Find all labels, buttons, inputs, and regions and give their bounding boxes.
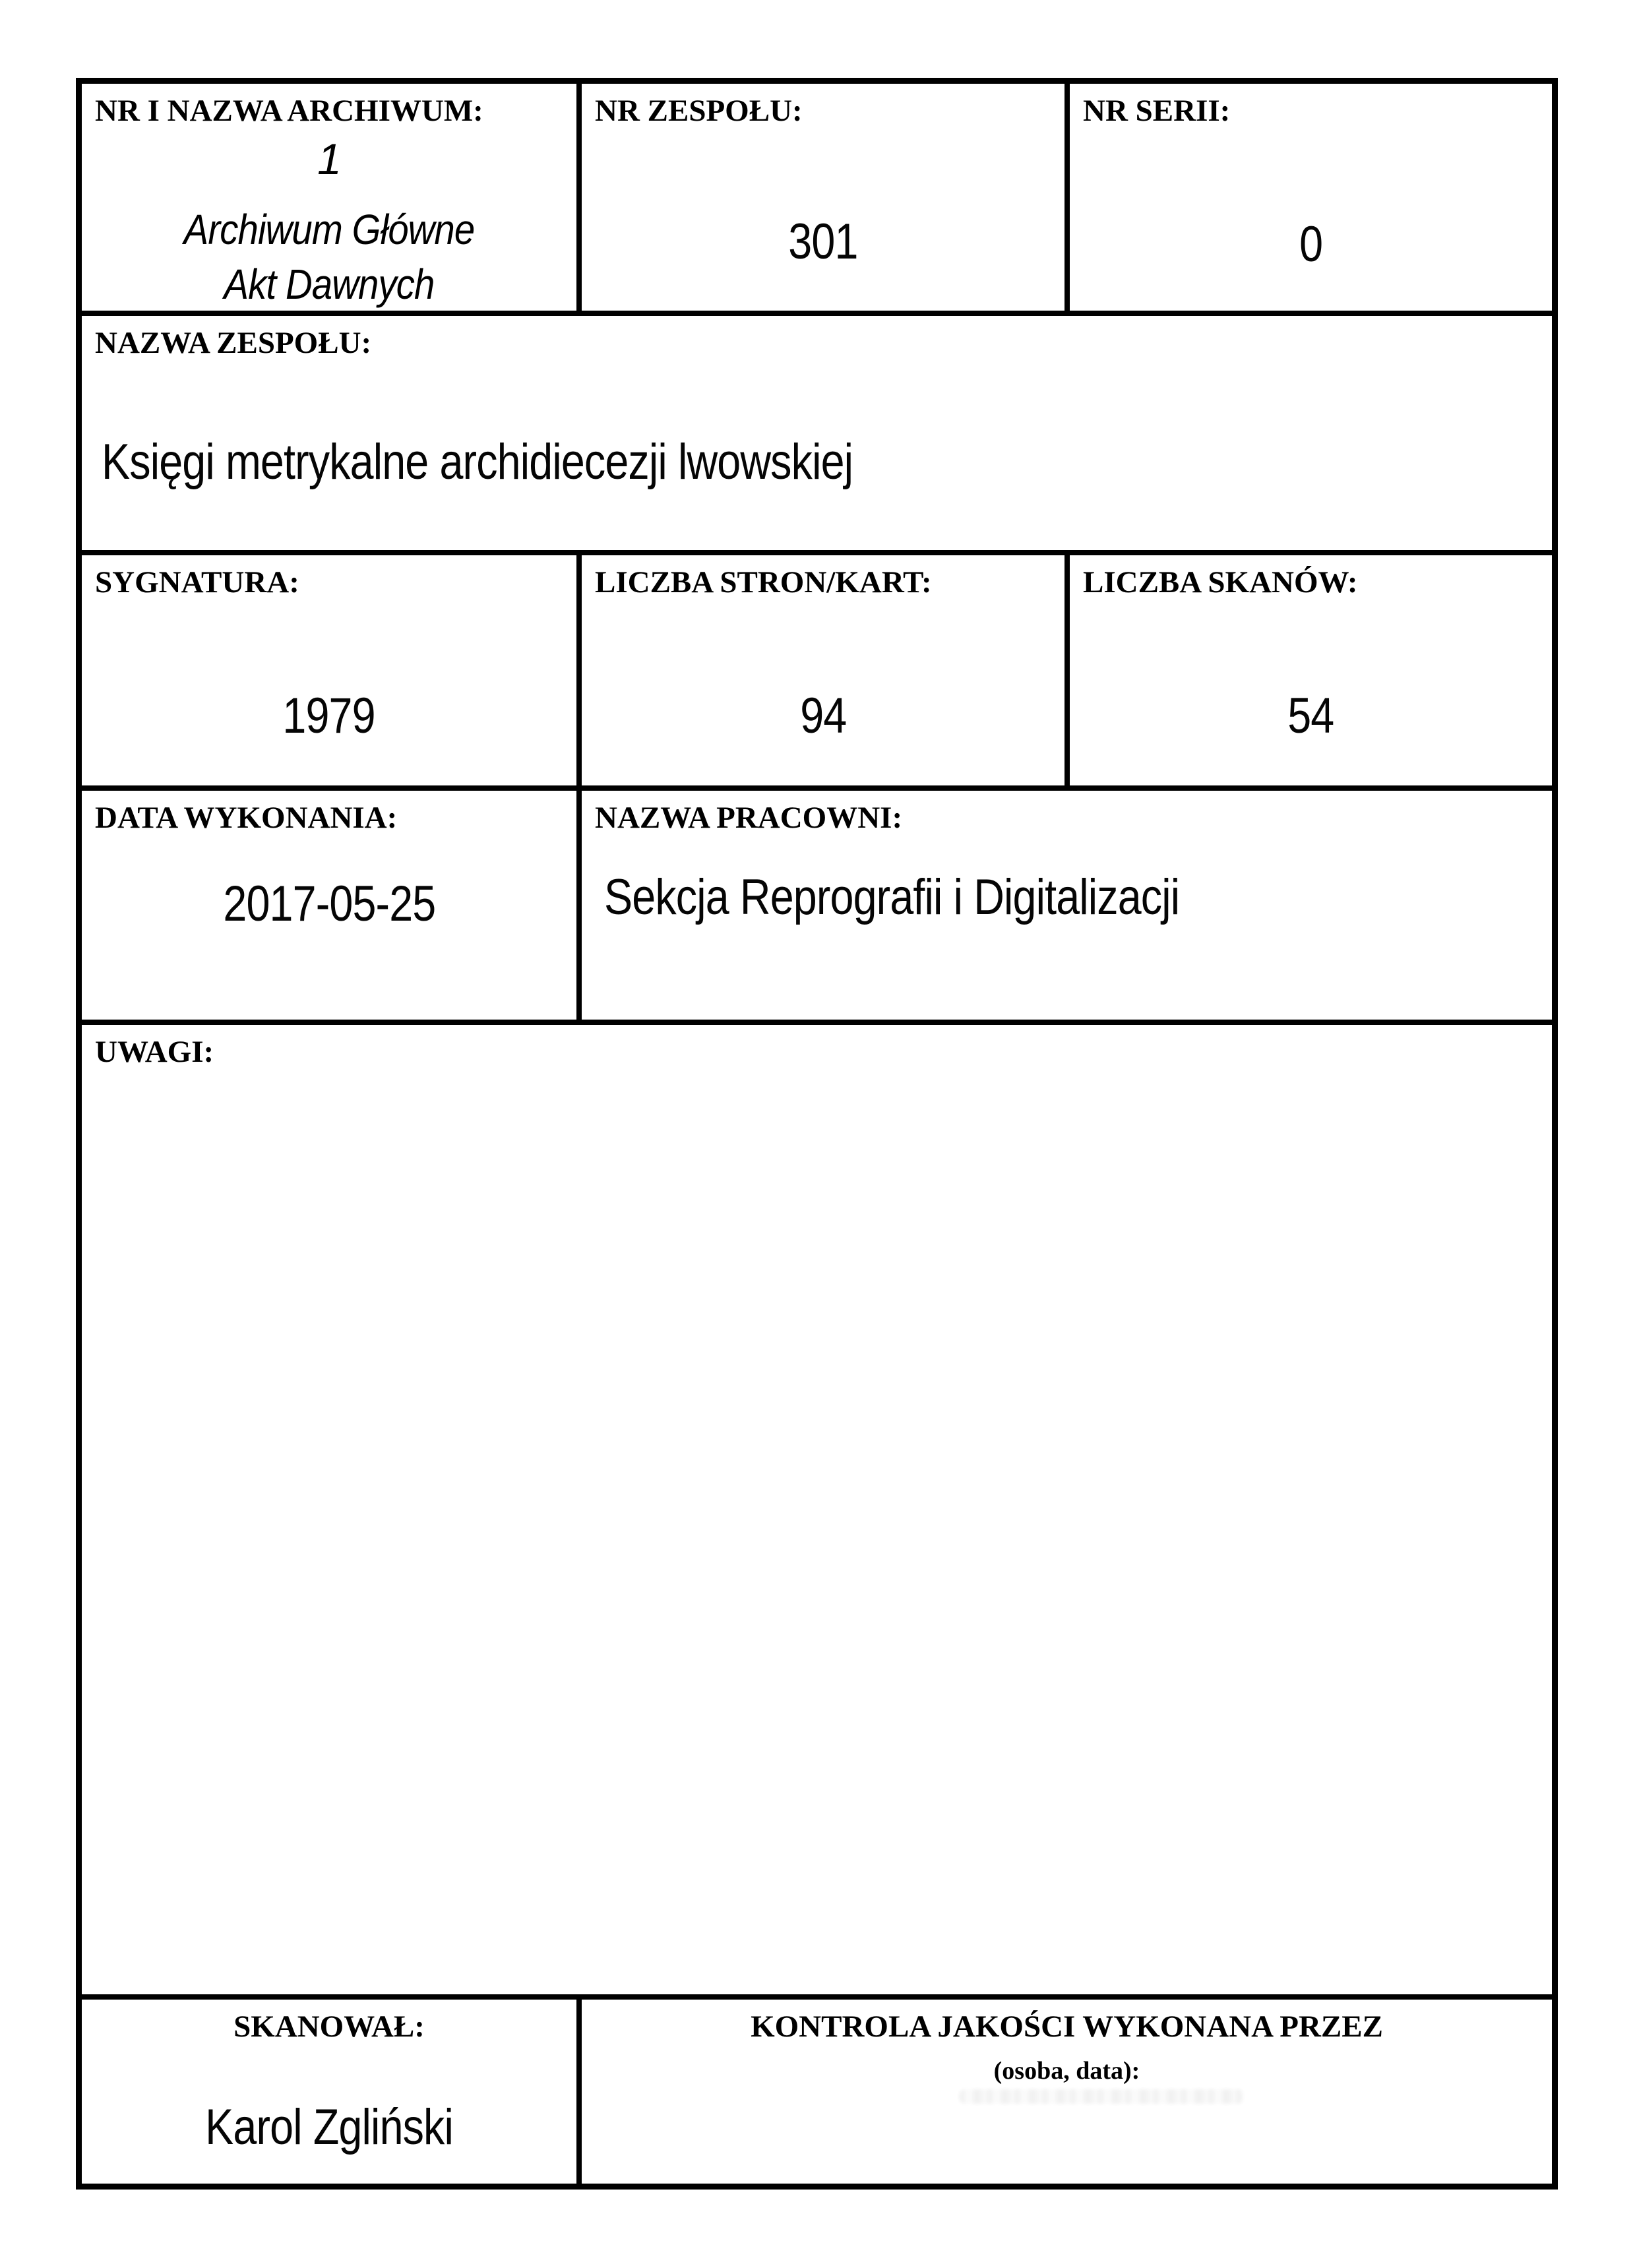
- workshop-label: NAZWA PRACOWNI:: [595, 801, 903, 835]
- series-number-label: NR SERII:: [1083, 94, 1231, 128]
- scan-smudge-artifact: [960, 2089, 1243, 2104]
- quality-control-sublabel: (osoba, data):: [993, 2056, 1140, 2085]
- workshop-value: Sekcja Reprografii i Digitalizacji: [604, 869, 1180, 925]
- archive-number: 1: [317, 135, 341, 183]
- cell-pages-count: [582, 555, 1070, 791]
- pages-count-value: 94: [799, 688, 847, 744]
- cell-archive: [82, 84, 582, 316]
- cell-fonds-name: [82, 316, 1552, 555]
- series-number-value: 0: [1299, 216, 1323, 272]
- signature-value: 1979: [282, 688, 376, 744]
- cell-fonds-number: [582, 84, 1070, 316]
- cell-series-number: [1070, 84, 1552, 316]
- execution-date-value: 2017-05-25: [223, 876, 435, 932]
- pages-count-label: LICZBA STRON/KART:: [595, 565, 932, 599]
- fonds-name-label: NAZWA ZESPOŁU:: [95, 326, 372, 360]
- cell-workshop: [582, 791, 1552, 1025]
- execution-date-label: DATA WYKONANIA:: [95, 801, 398, 835]
- cell-scanned-by: [82, 2000, 582, 2184]
- archive-value: [82, 131, 576, 312]
- signature-label: SYGNATURA:: [95, 565, 299, 599]
- fonds-number-value: 301: [788, 214, 858, 270]
- scanned-by-label: SKANOWAŁ:: [233, 2009, 425, 2044]
- archive-name-line1: Archiwum Główne: [183, 205, 475, 253]
- quality-control-label: KONTROLA JAKOŚCI WYKONANA PRZEZ: [751, 2009, 1383, 2044]
- archive-name-line2: Akt Dawnych: [224, 260, 435, 308]
- fonds-number-label: NR ZESPOŁU:: [595, 94, 803, 128]
- scan-metadata-form: [76, 78, 1558, 2190]
- remarks-label: UWAGI:: [95, 1035, 214, 1069]
- scans-count-label: LICZBA SKANÓW:: [1083, 565, 1358, 599]
- cell-execution-date: [82, 791, 582, 1025]
- archive-label: NR I NAZWA ARCHIWUM:: [95, 94, 483, 128]
- scanned-by-value: Karol Zgliński: [205, 2099, 453, 2155]
- fonds-name-value: Księgi metrykalne archidiecezji lwowskiej: [102, 434, 853, 490]
- scans-count-value: 54: [1287, 688, 1334, 744]
- cell-scans-count: [1070, 555, 1552, 791]
- cell-remarks: [82, 1025, 1552, 2000]
- cell-signature: [82, 555, 582, 791]
